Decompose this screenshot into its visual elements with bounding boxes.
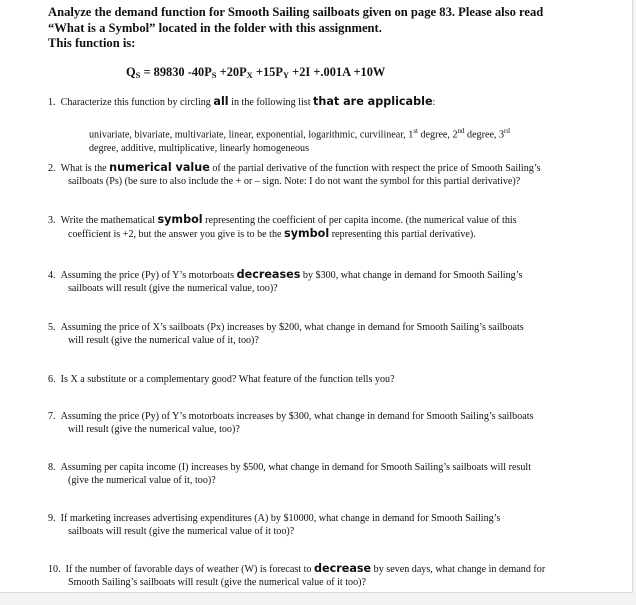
question-number: 10. xyxy=(48,564,61,575)
q3-text-d: coefficient is +2, but the answer you give is to be the xyxy=(68,229,285,241)
q10-text-d: Smooth Sailing’s sailboats will result (give the numerical value of it too)? xyxy=(68,577,366,589)
q3-text-f: representing this partial derivative). xyxy=(329,229,476,241)
q7-text-b: will result (give the numerical value, too)? xyxy=(68,424,240,436)
options-text-c: degree, 3 xyxy=(464,129,505,141)
question-9 xyxy=(48,512,588,538)
eq-q: Q xyxy=(126,65,136,79)
q2-text-a: What is the xyxy=(60,163,110,174)
options-sup-1: st xyxy=(413,127,418,135)
q6-text-a: Is X a substitute or a complementary good? What feature of the function tells you? xyxy=(60,374,395,385)
question-2 xyxy=(48,161,588,188)
q4-text-d: sailboats will result (give the numerical value, too)? xyxy=(68,283,278,295)
q9-text-a: If marketing increases advertising expenditures (A) by $10000, what change in demand for Smooth Sailing’s xyxy=(60,513,501,524)
options-text-a: univariate, bivariate, multivariate, linear, exponential, logarithmic, curvilinear, 1 xyxy=(89,129,414,141)
q1-text-a: Characterize this function by circling xyxy=(60,97,214,108)
q8-text-b: (give the numerical value of it, too)? xyxy=(68,475,216,487)
q7-text-a: Assuming the price (Py) of Y’s motorboats increases by $300, what change in demand for Smooth Sailing’s sailboats xyxy=(60,411,534,422)
q1-text-c: in the following list xyxy=(228,97,314,108)
q4-text-c: by $300, what change in demand for Smooth Sailing’s xyxy=(300,270,523,281)
eq-sub-s: S xyxy=(135,70,141,80)
options-sup-2: nd xyxy=(457,127,465,135)
q3-emphasis-symbol: symbol xyxy=(157,213,203,226)
question-5 xyxy=(48,321,588,347)
options-line-1 xyxy=(89,125,589,142)
q10-emphasis-decrease: decrease xyxy=(313,562,372,575)
header-line-3: This function is: xyxy=(48,36,136,50)
options-text-b: degree, 2 xyxy=(417,129,458,141)
question-10 xyxy=(48,562,588,589)
q4-emphasis-decreases: decreases xyxy=(236,268,301,281)
q3-emphasis-symbol-2: symbol xyxy=(284,227,330,241)
q10-text-c: by seven days, what change in demand for xyxy=(371,564,546,575)
question-number: 4. xyxy=(48,270,56,281)
question-1 xyxy=(48,95,588,109)
question-number: 2. xyxy=(48,163,56,174)
q2-text-c: of the partial derivative of the function with respect the price of Smooth Sailing’s xyxy=(209,163,541,174)
eq-part-2: +20P xyxy=(216,65,247,79)
question-number: 5. xyxy=(48,322,56,333)
assignment-header xyxy=(48,5,608,52)
eq-sub-y: Y xyxy=(282,70,290,80)
eq-part-1: = 89830 -40P xyxy=(140,65,212,79)
eq-sub-x: X xyxy=(246,70,253,80)
question-number: 7. xyxy=(48,411,56,422)
q1-text-e: : xyxy=(432,97,436,108)
question-7 xyxy=(48,410,588,436)
question-number: 6. xyxy=(48,374,56,385)
question-6 xyxy=(48,373,588,386)
eq-sub-ps: S xyxy=(211,70,217,80)
q5-text-b: will result (give the numerical value of it, too)? xyxy=(68,335,259,347)
q2-emphasis: numerical value xyxy=(109,161,210,174)
header-line-1: Analyze the demand function for Smooth Sailing sailboats given on page 83. Please also read xyxy=(48,5,544,19)
question-3 xyxy=(48,213,588,241)
q4-text-a: Assuming the price (Py) of Y’s motorboats xyxy=(60,270,237,281)
demand-equation xyxy=(126,65,385,80)
options-sup-3: rd xyxy=(504,127,510,135)
q10-text-a: If the number of favorable days of weather (W) is forecast to xyxy=(65,564,314,575)
q3-text-c: representing the coefficient of per capita income. (the numerical value of this xyxy=(202,215,517,226)
eq-part-3: +15P xyxy=(252,65,283,79)
q9-text-b: sailboats will result (give the numerical value of it too)? xyxy=(68,526,295,538)
eq-part-4: +2I +.001A +10W xyxy=(289,65,386,79)
q1-emphasis-all: all xyxy=(213,95,229,108)
q5-text-a: Assuming the price of X’s sailboats (Px) increases by $200, what change in demand for Smooth Sailing’s sailboats xyxy=(60,322,524,333)
q1-emphasis-applicable: that are applicable xyxy=(313,95,433,108)
q3-text-a: Write the mathematical xyxy=(60,215,158,226)
question-number: 1. xyxy=(48,97,56,108)
question-number: 3. xyxy=(48,215,56,226)
q8-text-a: Assuming per capita income (I) increases by $500, what change in demand for Smooth Sailing’s sailboats will result xyxy=(60,462,532,473)
characteristics-list xyxy=(89,125,589,155)
question-8 xyxy=(48,461,588,487)
options-line-2: degree, additive, multiplicative, linearly homogeneous xyxy=(89,142,310,154)
question-number: 8. xyxy=(48,462,56,473)
header-line-2: “What is a Symbol” located in the folder with this assignment. xyxy=(48,20,382,35)
question-number: 9. xyxy=(48,513,56,524)
q2-text-d: sailboats (Ps) (be sure to also include the + or – sign. Note: I do not want the symbol for this partial derivative)? xyxy=(68,176,521,188)
question-4 xyxy=(48,268,588,295)
